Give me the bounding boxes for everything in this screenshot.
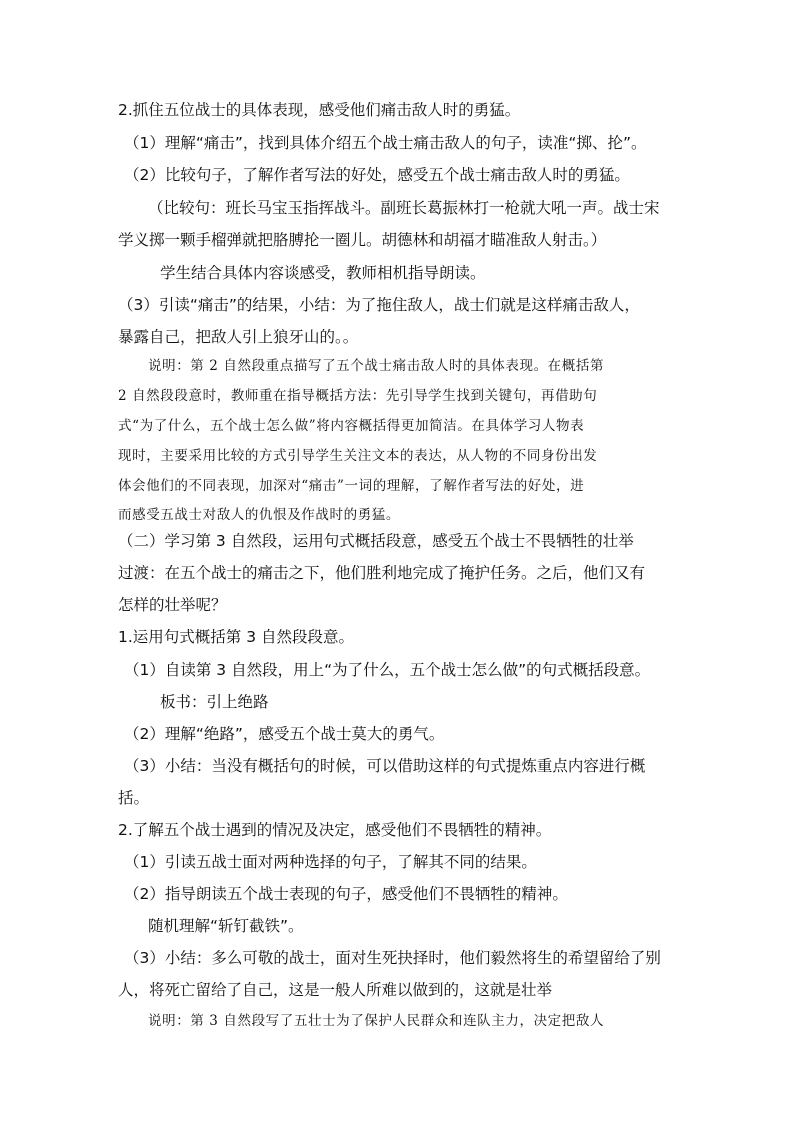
comparison-line-2: 学义掷一颗手榴弹就把胳膊抡一圈儿。胡德林和胡福才瞄准敌人射击。）	[118, 231, 607, 249]
heading-item-2: 2.抓住五位战士的具体表现，感受他们痛击敌人时的勇猛。	[118, 101, 521, 119]
sub-step-3-line-1: （3）小结：当没有概括句的时候，可以借助这样的句式提炼重点内容进行概	[124, 757, 646, 775]
item-2b-step-3-line-2: 人，将死亡留给了自己，这是一般人所难以做到的，这就是壮举	[118, 981, 553, 999]
heading-item-2b: 2.了解五个战士遇到的情况及决定，感受他们不畏牺牲的精神。	[118, 821, 552, 839]
step-2-line: （2）比较句子，了解作者写法的好处，感受五个战士痛击敌人时的勇猛。	[124, 166, 630, 184]
note-1-line-2: 2 自然段段意时，教师重在指导概括方法：先引导学生找到关键句，再借助句	[118, 388, 598, 404]
transition-line-2: 怎样的壮举呢？	[118, 596, 227, 614]
blackboard-note: 板书：引上绝路	[160, 693, 269, 711]
item-2b-vocab-note: 随机理解“斩钉截铁”。	[148, 917, 304, 935]
transition-line-1: 过渡：在五个战士的痛击之下，他们胜利地完成了掩护任务。之后，他们又有	[118, 564, 646, 582]
reading-guidance-line: 学生结合具体内容谈感受，教师相机指导朗读。	[160, 264, 486, 282]
step-1-line: （1）理解“痛击”，找到具体介绍五个战士痛击敌人的句子，读准“掷、抡”。	[124, 134, 647, 152]
sub-step-1-line: （1）自读第 3 自然段，用上“为了什么，五个战士怎么做”的句式概括段意。	[124, 661, 651, 679]
sub-step-3-line-2: 括。	[118, 789, 150, 807]
section-2-heading: （二）学习第 3 自然段，运用句式概括段意，感受五个战士不畏牺牲的壮举	[118, 532, 634, 550]
note-2-line-1: 说明：第 3 自然段写了五壮士为了保护人民群众和连队主力，决定把敌人	[148, 1013, 605, 1029]
comparison-line-1: （比较句：班长马宝玉指挥战斗。副班长葛振林打一枪就大吼一声。战士宋	[148, 199, 660, 217]
item-2b-step-2: （2）指导朗读五个战士表现的句子，感受他们不畏牺牲的精神。	[124, 885, 568, 903]
step-3-line-1: （3）引读“痛击”的结果，小结：为了拖住敌人，战士们就是这样痛击敌人，	[118, 296, 640, 314]
item-2b-step-1: （1）引读五战士面对两种选择的句子，了解其不同的结果。	[124, 853, 537, 871]
note-1-line-4: 现时，主要采用比较的方式引导学生关注文本的表达，从人物的不同身份出发	[118, 448, 598, 464]
note-1-line-6: 而感受五战士对敌人的仇恨及作战时的勇猛。	[118, 507, 400, 523]
sub-step-2-line: （2）理解“绝路”，感受五个战士莫大的勇气。	[124, 725, 445, 743]
step-3-line-2: 暴露自己，把敌人引上狼牙山的。。	[118, 328, 359, 346]
note-1-line-1: 说明：第 2 自然段重点描写了五个战士痛击敌人时的具体表现。在概括第	[148, 358, 605, 374]
heading-item-1: 1.运用句式概括第 3 自然段段意。	[118, 628, 355, 646]
note-1-line-3: 式“为了什么，五个战士怎么做”将内容概括得更加简洁。在具体学习人物表	[118, 418, 585, 434]
item-2b-step-3-line-1: （3）小结：多么可敬的战士，面对生死抉择时，他们毅然将生的希望留给了别	[124, 949, 661, 967]
note-1-line-5: 体会他们的不同表现，加深对“痛击”一词的理解，了解作者写法的好处，进	[118, 478, 585, 494]
